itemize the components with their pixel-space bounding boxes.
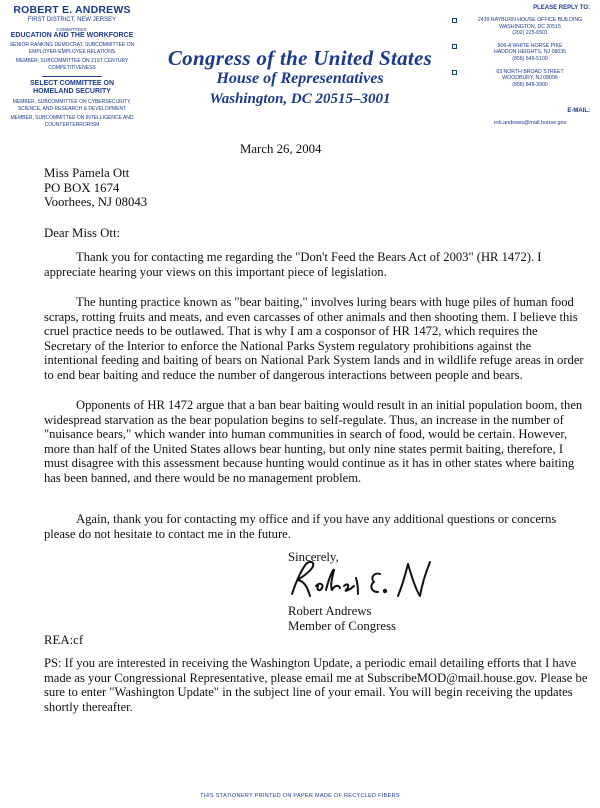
recipient-po-box: PO BOX 1674 — [44, 180, 120, 195]
recipient-name: Miss Pamela Ott — [44, 166, 130, 180]
committee-role: SENIOR RANKING DEMOCRAT, SUBCOMMITTEE ON EMPLOYER-EMPLOYEE RELATIONS — [9, 42, 135, 55]
typist-initials: REA:cf — [44, 633, 84, 647]
recipient-city: Voorhees, NJ 08043 — [44, 195, 148, 210]
checkbox-icon — [452, 44, 457, 49]
postscript: PS: If you are interested in receiving the Washington Update, a periodic email detailing efforts that I have made as your Congressional Representative, please email me at SubscribeMOD@mail.house.gov. Please be sure to enter "Washington Update" in the subject line of your email. You will begin receiving the updates shortly thereafter. — [44, 656, 588, 714]
office-line: 2439 RAYBURN HOUSE OFFICE BUILDING — [477, 17, 583, 23]
letter-date: March 26, 2004 — [240, 142, 322, 156]
congress-title: Congress of the United States — [167, 46, 433, 70]
paragraph-text: Again, thank you for contacting my office and if you have any additional questions or concerns please do not hesitate to contact me in the future. — [44, 512, 557, 541]
sender-name: Robert Andrews — [288, 604, 372, 618]
divider — [42, 76, 102, 77]
office-phone: (202) 225-6501 — [512, 30, 548, 37]
paragraph-text: The hunting practice known as "bear baiting," involves luring bears with huge piles of human food scraps, rotting fruits and meats, and even carcasses of other animals and then shooting them. I believe this cruel practice needs to be outlawed. That is why I am a cosponsor of HR 1472, which requires the Secretary of the Interior to enforce the National Parks System regulatory prohibitions against the intentional feeding and baiting of bears on National Park System lands and in wildlife refuge areas in order to end bear baiting and reduce the number of dangerous interactions between people and bears. — [44, 295, 584, 382]
closing: Sincerely, — [288, 550, 339, 564]
office-line: 506-A WHITE HORSE PIKE — [497, 42, 563, 49]
office-phone: (856) 546-5100 — [512, 55, 548, 62]
paragraph-text: Opponents of HR 1472 argue that a ban bear baiting would result in an initial population boom, then widespread starvation as the bear population begins to self-regulate. Thus, an increase in the number of "nuisance bears," which wander into human communities in search of food, would be certain. However, more than half of the United States allows bear hunting, but only nine states permit baiting, therefore, I must disagree with this assessment because hunting would continue as it has in other states where baiting has been banned, and there would be no management problem. — [44, 398, 583, 485]
paragraph-text: Thank you for contacting me regarding the "Don't Feed the Bears Act of 2003" (HR 1472). I appreciate hearing your views on this important piece of legislation. — [44, 250, 542, 279]
committee-homeland-line1: SELECT COMMITTEE ON — [30, 80, 114, 87]
office-line: 63 NORTH BROAD STREET — [496, 68, 564, 75]
letterhead-right — [450, 5, 590, 126]
letterhead-left — [8, 4, 136, 128]
committee-education: EDUCATION AND THE WORKFORCE — [10, 32, 134, 39]
office-line: HADDON HEIGHTS, NJ 08035 — [493, 49, 567, 56]
office-line: WASHINGTON, DC 20515 — [499, 23, 561, 30]
paragraph-1 — [44, 250, 584, 279]
sender-title: Member of Congress — [288, 618, 397, 633]
paragraph-3 — [44, 398, 584, 486]
committee-homeland-line2: HOMELAND SECURITY — [33, 88, 111, 95]
recipient-address — [44, 166, 147, 210]
office-address-haddon-heights — [450, 43, 590, 63]
district: FIRST DISTRICT, NEW JERSEY — [27, 17, 117, 23]
email-label: E-MAIL: — [567, 108, 590, 115]
committees-label: COMMITTEES: — [56, 27, 88, 32]
paragraph-2 — [44, 295, 584, 383]
office-phone: (856) 848-3900 — [512, 81, 548, 88]
checkbox-icon — [452, 18, 457, 23]
reply-label: PLEASE REPLY TO: — [533, 5, 590, 11]
representative-name: ROBERT E. ANDREWS — [13, 4, 131, 16]
house-title: House of Representatives — [216, 70, 384, 87]
washington-address: Washington, DC 20515–3001 — [209, 91, 391, 107]
letterhead-center — [150, 47, 450, 109]
office-address-woodbury — [450, 69, 590, 89]
email-address: rob.andrews@mail.house.gov — [493, 120, 567, 127]
committee-role: MEMBER, SUBCOMMITTEE ON INTELLIGENCE AND COUNTERTERRORISM — [10, 115, 134, 128]
checkbox-icon — [452, 70, 457, 75]
salutation: Dear Miss Ott: — [44, 226, 121, 240]
office-address-washington — [450, 17, 590, 37]
office-line: WOODBURY, NJ 08096 — [502, 75, 558, 82]
sender-block — [288, 604, 396, 633]
paragraph-4 — [44, 512, 584, 541]
committee-role: MEMBER, SUBCOMMITTEE ON CYBERSECURITY, SCIENCE, AND RESEARCH & DEVELOPMENT — [12, 99, 132, 112]
recycled-paper-footer: THIS STATIONERY PRINTED ON PAPER MADE OF RECYCLED FIBERS — [200, 793, 400, 799]
signature — [286, 556, 436, 602]
committee-role: MEMBER, SUBCOMMITTEE ON 21ST CENTURY COMPETITIVENESS — [15, 58, 129, 71]
